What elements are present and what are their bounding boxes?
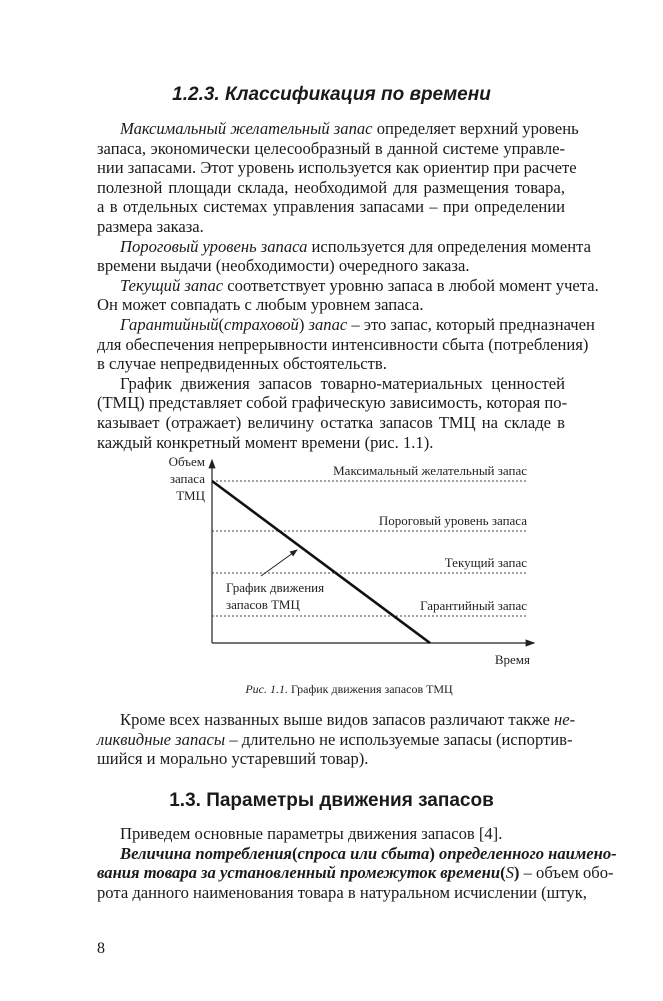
text-line — [97, 729, 573, 750]
text-run: ( — [218, 314, 225, 334]
text-run: Он может совпадать с любым уровнем запаса. — [97, 295, 424, 315]
text-line — [97, 710, 576, 730]
text-run: используется для определения момента — [311, 236, 591, 256]
text-run: спроса или сбыта — [297, 843, 430, 863]
text-run: (ТМЦ) представляет собой графическую зависимость, которая по- — [97, 393, 568, 413]
section-heading: 1.2.3. Классификация по времени — [172, 84, 491, 105]
text-line — [97, 843, 617, 864]
text-run: ( — [500, 863, 506, 883]
level-label-max: Максимальный желательный запас — [333, 463, 527, 478]
text-run: не- — [554, 710, 576, 729]
y-axis-label-1: Объем — [168, 454, 205, 469]
page-number: 8 — [97, 940, 105, 957]
text-run: а в отдельных системах управления запасами – при определении — [97, 197, 565, 217]
text-run: рота данного наименования товара в натуральном исчислении (штук, — [97, 882, 587, 902]
text-run: ) — [513, 863, 520, 883]
stock-movement-line — [212, 481, 430, 643]
text-run: ( — [291, 843, 298, 863]
text-block-parameters — [97, 824, 617, 902]
text-run: запаса, экономически целесообразный в данной системе управле- — [97, 138, 565, 158]
callout-label-1: График движения — [226, 580, 325, 595]
text-run: Гарантийный — [120, 314, 219, 334]
text-run: ) — [298, 314, 305, 334]
text-block-illiquid — [97, 710, 576, 769]
level-label-threshold: Пороговый уровень запаса — [378, 513, 527, 528]
text-run: для обеспечения непрерывности интенсивности сбыта (потребления) — [97, 334, 589, 354]
y-axis-label-2: запаса — [169, 471, 205, 486]
text-run: полезной площади склада, необходимой для размещения товара, — [97, 177, 565, 197]
text-run: – объем обо- — [523, 863, 614, 883]
callout-label-2: запасов ТМЦ — [226, 597, 300, 612]
text-run: S — [505, 863, 514, 883]
y-axis-label-3: ТМЦ — [176, 488, 205, 503]
text-line — [97, 824, 565, 844]
text-line — [97, 749, 565, 769]
level-label-current: Текущий запас — [444, 555, 527, 570]
text-run: шийся и морально устаревший товар). — [97, 749, 369, 769]
text-run: размера заказа. — [97, 216, 204, 236]
x-axis-label: Время — [494, 652, 530, 667]
text-run: запас — [308, 314, 348, 334]
text-run: Максимальный желательный запас — [120, 119, 373, 138]
text-run: страховой — [224, 314, 299, 334]
text-run: определяет верхний уровень — [376, 119, 579, 138]
text-run: соответствует уровню запаса в любой момент учета. — [227, 275, 599, 295]
text-run: ) — [429, 843, 435, 863]
text-run: определенного наимено- — [439, 843, 617, 863]
text-line — [97, 863, 614, 883]
text-run: нии запасами. Этот уровень используется как ориентир при расчете — [97, 158, 577, 178]
text-run: – длительно не используемые запасы (испортив- — [229, 729, 573, 749]
figure-caption: Рис. 1.1. График движения запасов ТМЦ — [245, 682, 453, 696]
text-run: Текущий запас — [120, 275, 224, 295]
text-run: Приведем основные параметры движения запасов [4]. — [120, 824, 503, 843]
text-run: времени выдачи (необходимости) очередного заказа. — [97, 256, 470, 276]
text-run: вания товара за установленный промежуток времени — [97, 863, 501, 883]
text-run: Пороговый уровень запаса — [120, 236, 308, 256]
text-line — [97, 882, 587, 903]
text-run: Кроме всех названных выше видов запасов различают также — [120, 710, 550, 729]
text-run: Величина потребления — [120, 843, 292, 863]
text-run: График движения запасов товарно-материальных ценностей — [120, 373, 565, 393]
text-run: ликвидные запасы — [97, 729, 226, 749]
text-run: – это запас, который предназначен — [351, 314, 595, 334]
text-run: казывает (отражает) величину остатка запасов ТМЦ на складе в — [97, 412, 565, 432]
text-run: каждый конкретный момент времени (рис. 1.1). — [97, 432, 434, 452]
section-heading-parameters: 1.3. Параметры движения запасов — [169, 790, 494, 811]
callout-arrow — [261, 550, 297, 576]
level-label-safety: Гарантийный запас — [420, 598, 527, 613]
text-run: в случае непредвиденных обстоятельств. — [97, 354, 387, 374]
